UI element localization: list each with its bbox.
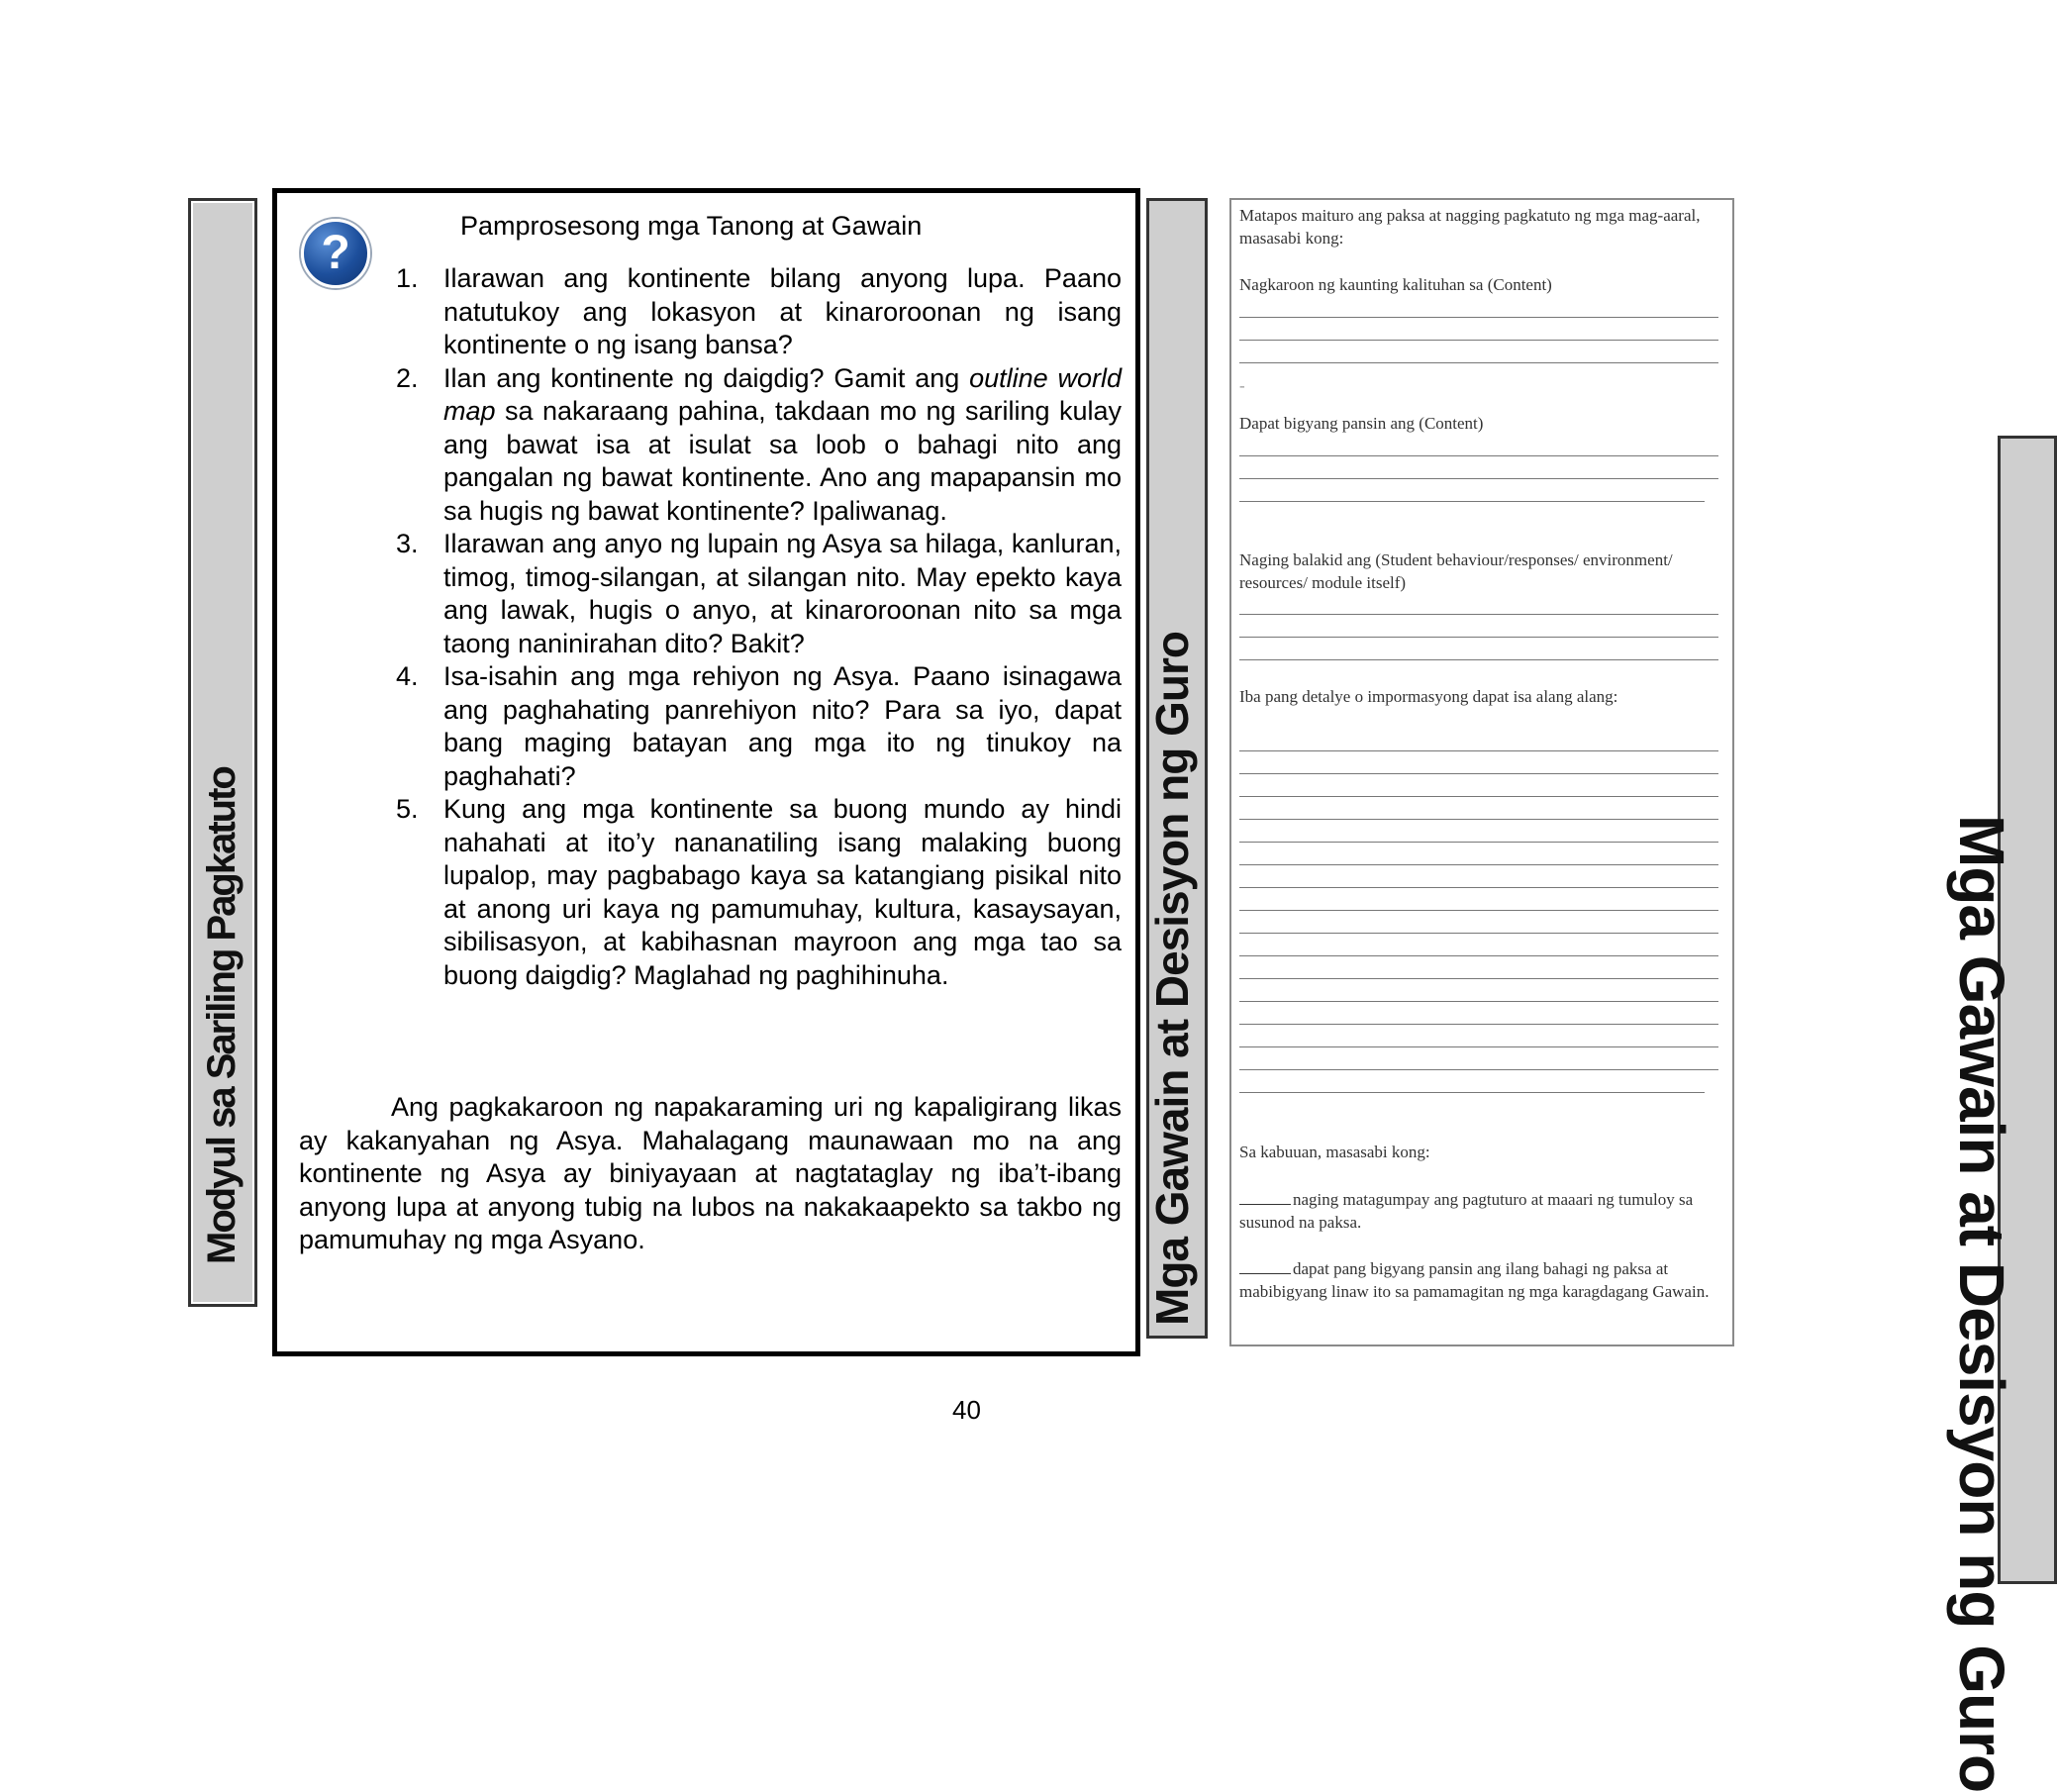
answer-line[interactable] (1239, 659, 1718, 660)
side-tab-gawain (1146, 198, 1208, 1339)
form-section-heading: Dapat bigyang pansin ang (Content) (1239, 414, 1484, 433)
answer-line[interactable] (1239, 750, 1718, 751)
question-item (396, 660, 1122, 793)
side-tab-next-page (1946, 436, 2057, 1792)
question-text: Ilarawan ang kontinente bilang anyong lupa. Paano natutukoy ang lokasyon at kinaroroonan ng isang kontinente o ng isang bansa? (443, 263, 1122, 359)
question-text: Isa-isahin ang mga rehiyon ng Asya. Paano isinagawa ang paghahating panrehiyon nito? Para sa iyo, dapat bang maging batayan ang mga ito ng tinukoy na paghahati? (443, 661, 1122, 791)
summary-option (1239, 1188, 1724, 1234)
answer-line[interactable] (1239, 796, 1718, 797)
answer-line[interactable] (1239, 614, 1718, 615)
question-number: 2. (396, 362, 419, 393)
answer-line[interactable] (1239, 887, 1718, 888)
question-text: Kung ang mga kontinente sa buong mundo ay hindi nahahati at ito’y nananatiling isang malaking buong lupalop, may pagbabago kaya sa katangiang pisikal nito at anong uri kaya ng pamumuhay, kultura, kasaysayan, sibilisasyon, at kabihasnan mayroon ang mga tao sa buong daigdig? Maglahad ng paghihinuha. (443, 794, 1122, 990)
answer-line[interactable] (1239, 1046, 1718, 1047)
question-text-part: Ilan ang kontinente ng daigdig? Gamit ang (443, 362, 970, 393)
answer-line[interactable] (1239, 362, 1718, 363)
question-item (396, 262, 1122, 362)
question-item (396, 362, 1122, 529)
box-title: Pamprosesong mga Tanong at Gawain (460, 211, 923, 241)
question-item (396, 528, 1122, 660)
question-number: 1. (396, 263, 419, 293)
teacher-reflection-form (1229, 198, 1734, 1346)
answer-line[interactable] (1239, 1069, 1718, 1070)
answer-line[interactable] (1239, 819, 1718, 820)
answer-line[interactable] (1239, 478, 1718, 479)
question-number: 3. (396, 529, 419, 558)
form-intro: Matapos maituro ang paksa at nagging pagkatuto ng mga mag-aaral, masasabi kong: (1239, 206, 1701, 248)
answer-line[interactable] (1239, 1001, 1718, 1002)
side-tab-modyul (188, 198, 257, 1307)
answer-line[interactable] (1239, 910, 1718, 911)
answer-line[interactable] (1239, 1024, 1718, 1025)
form-section-heading: Naging balakid ang (Student behaviour/responses/ environment/ resources/ module itself) (1239, 550, 1673, 592)
answer-line[interactable] (1239, 978, 1718, 979)
closing-paragraph: Ang pagkakaroon ng napakaraming uri ng kapaligirang likas ay kakanyahan ng Asya. Mahalagang maunawaan mo na ang kontinente ng Asya ay biniyayaan at nagtataglay ng iba’t-ibang anyong lupa at anyong tubig na lubos na nakakaapekto sa takbo ng pamumuhay ng mga Asyano. (299, 1092, 1122, 1254)
summary-option (1239, 1257, 1724, 1303)
form-summary: Sa kabuuan, masasabi kong: (1239, 1143, 1430, 1161)
question-text-italic: outline world map (443, 362, 1122, 426)
answer-line[interactable] (1239, 317, 1718, 318)
question-text: Ilarawan ang anyo ng lupain ng Asya sa hilaga, kanluran, timog, timog-silangan, at silangan nito. May epekto kaya ang lawak, hugis o anyo, at kinaroroonan nito sa mga taong naninirahan dito? Bakit? (443, 529, 1122, 658)
answer-line[interactable] (1239, 340, 1718, 341)
question-number: 4. (396, 661, 419, 691)
answer-line[interactable] (1239, 501, 1705, 502)
checkbox-blank[interactable] (1239, 1259, 1291, 1274)
page-number: 40 (952, 1395, 981, 1425)
answer-line[interactable] (1239, 455, 1718, 456)
answer-line[interactable] (1239, 1092, 1705, 1093)
form-section-heading: Iba pang detalye o impormasyong dapat isa alang alang: (1239, 687, 1618, 706)
answer-line[interactable] (1239, 864, 1718, 865)
question-mark-icon: ? (301, 219, 370, 288)
answer-line[interactable] (1239, 773, 1718, 774)
question-text-part: sa nakaraang pahina, takdaan mo ng sariling kulay ang bawat isa at isulat sa loob o bahagi nito ang pangalan ng bawat kontinente. Ano ang mapapansin mo sa hugis ng bawat kontinente? Ipaliwanag. (443, 396, 1122, 526)
side-tab-label: Mga Gawain at Desisyon ng Guro (1946, 815, 2017, 1792)
summary-option-text: dapat pang bigyang pansin ang ilang bahagi ng paksa at mabibigyang linaw ito sa pamamagitan ng mga karagdagang Gawain. (1239, 1259, 1710, 1301)
form-section-heading: Nagkaroon ng kaunting kalituhan sa (Content) (1239, 275, 1552, 294)
answer-line[interactable] (1239, 842, 1718, 843)
answer-line[interactable] (1239, 933, 1718, 934)
summary-option-text: naging matagumpay ang pagtuturo at maaari ng tumuloy sa susunod na paksa. (1239, 1190, 1694, 1232)
question-number: 5. (396, 794, 419, 824)
checkbox-blank[interactable] (1239, 1190, 1291, 1205)
side-tab-label: Modyul sa Sariling Pagkatuto (200, 767, 244, 1264)
question-text (443, 362, 1122, 529)
question-item (396, 793, 1122, 992)
questions-box (272, 188, 1140, 1356)
question-list (396, 262, 1122, 992)
answer-line[interactable] (1239, 637, 1718, 638)
form-dash: - (1239, 376, 1245, 395)
side-tab-label: Mga Gawain at Desisyon ng Guro (1146, 631, 1198, 1326)
answer-line[interactable] (1239, 955, 1718, 956)
